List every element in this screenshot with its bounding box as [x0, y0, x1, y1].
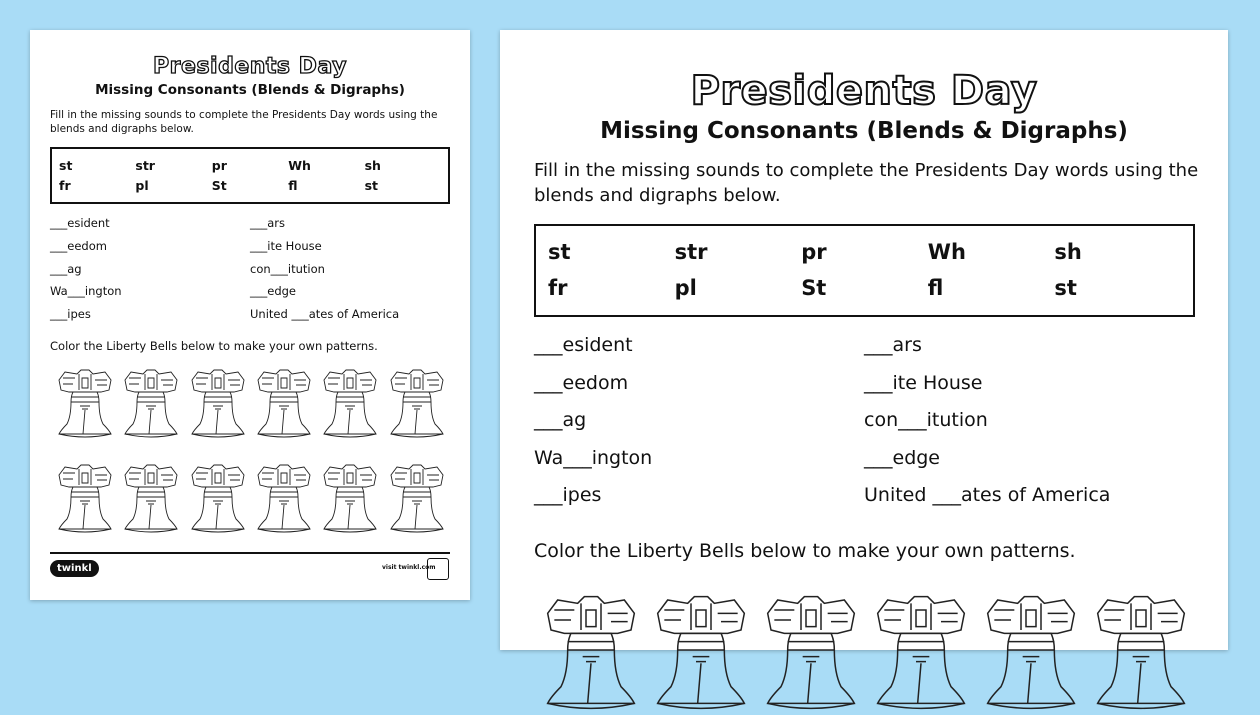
blend-item: fl: [927, 275, 944, 300]
blend-item: pl: [674, 275, 697, 300]
blend-item: str: [674, 240, 708, 264]
fill-in-word: United ___ates of America: [250, 307, 400, 322]
liberty-bell-icon: [384, 366, 450, 441]
liberty-bell-icon: [251, 461, 317, 536]
liberty-bell-icon: [866, 590, 976, 715]
blend-item: St: [801, 275, 827, 300]
liberty-bell-icon: [976, 590, 1086, 715]
blend-item: st: [59, 158, 73, 173]
blend-item: st: [548, 240, 571, 264]
liberty-bell-icon: [251, 366, 317, 441]
blends-box: [50, 147, 450, 204]
liberty-bell-icon: [185, 366, 251, 441]
liberty-bell-icon: [185, 461, 251, 536]
footer-link[interactable]: visit twinkl.com: [382, 564, 436, 571]
blend-item: fl: [288, 177, 298, 193]
blend-item: pl: [135, 177, 149, 193]
fill-in-word: ___eedom: [50, 238, 107, 253]
fill-in-word: ___ag: [50, 261, 82, 276]
blend-item: fr: [59, 177, 71, 193]
liberty-bell-icon: [317, 366, 383, 441]
blend-item: st: [364, 177, 379, 193]
fill-in-word: Wa___ington: [534, 446, 653, 469]
liberty-bell-icon: [118, 366, 184, 441]
fill-in-word: ___ipes: [534, 484, 602, 506]
blend-item: st: [1054, 275, 1077, 300]
instruction-text: Fill in the missing sounds to complete the Presidents Day words using the blends and digraphs below.: [534, 160, 1199, 206]
blend-item: fr: [548, 275, 568, 300]
fill-in-word: con___itution: [250, 261, 325, 276]
worksheet-title: Presidents Day: [153, 54, 347, 79]
fill-in-word: United ___ates of America: [864, 484, 1111, 506]
twinkl-logo: twinkl: [50, 560, 99, 577]
liberty-bell-icon: [317, 461, 383, 536]
fill-in-word: ___ars: [250, 216, 286, 230]
blend-item: pr: [211, 158, 227, 173]
blend-item: Wh: [927, 240, 966, 264]
blend-item: sh: [364, 158, 381, 173]
fill-in-word: ___edge: [864, 446, 940, 469]
fill-in-word: ___esident: [50, 216, 110, 230]
fill-in-word: ___esident: [534, 334, 633, 356]
blend-item: sh: [1054, 240, 1082, 264]
blend-item: St: [211, 177, 227, 193]
color-instruction: Color the Liberty Bells below to make your own patterns.: [50, 339, 378, 353]
blends-box: [534, 224, 1195, 317]
worksheet-title: Presidents Day: [690, 68, 1038, 114]
worksheet-subtitle: Missing Consonants (Blends & Digraphs): [95, 82, 405, 98]
blend-item: pr: [801, 240, 827, 264]
liberty-bell-icon: [536, 590, 646, 715]
fill-in-word: ___eedom: [534, 371, 629, 394]
liberty-bell-icon: [646, 590, 756, 715]
liberty-bell-icon: [384, 461, 450, 536]
worksheet-preview-small: [30, 30, 470, 600]
color-instruction: Color the Liberty Bells below to make your own patterns.: [534, 540, 1076, 562]
quality-badge-icon: [427, 558, 449, 580]
worksheet-preview-large: [500, 30, 1228, 650]
word-list: [50, 212, 450, 326]
fill-in-word: Wa___ington: [50, 284, 122, 299]
worksheet-subtitle: Missing Consonants (Blends & Digraphs): [600, 118, 1128, 144]
fill-in-word: ___ite House: [250, 238, 322, 253]
fill-in-word: ___edge: [250, 284, 296, 299]
blend-item: Wh: [288, 158, 311, 173]
liberty-bells-grid: [536, 590, 1196, 715]
word-list: [534, 327, 1194, 515]
liberty-bell-icon: [52, 366, 118, 441]
fill-in-word: ___ipes: [50, 307, 91, 322]
blend-item: str: [135, 158, 155, 173]
liberty-bells-grid: [52, 366, 450, 536]
liberty-bell-icon: [1086, 590, 1196, 715]
liberty-bell-icon: [52, 461, 118, 536]
fill-in-word: ___ite House: [864, 371, 983, 394]
instruction-text: Fill in the missing sounds to complete the Presidents Day words using the blends and digraphs below.: [50, 109, 438, 135]
fill-in-word: ___ag: [534, 409, 587, 431]
fill-in-word: ___ars: [864, 334, 922, 356]
fill-in-word: con___itution: [864, 409, 988, 431]
liberty-bell-icon: [756, 590, 866, 715]
liberty-bell-icon: [118, 461, 184, 536]
